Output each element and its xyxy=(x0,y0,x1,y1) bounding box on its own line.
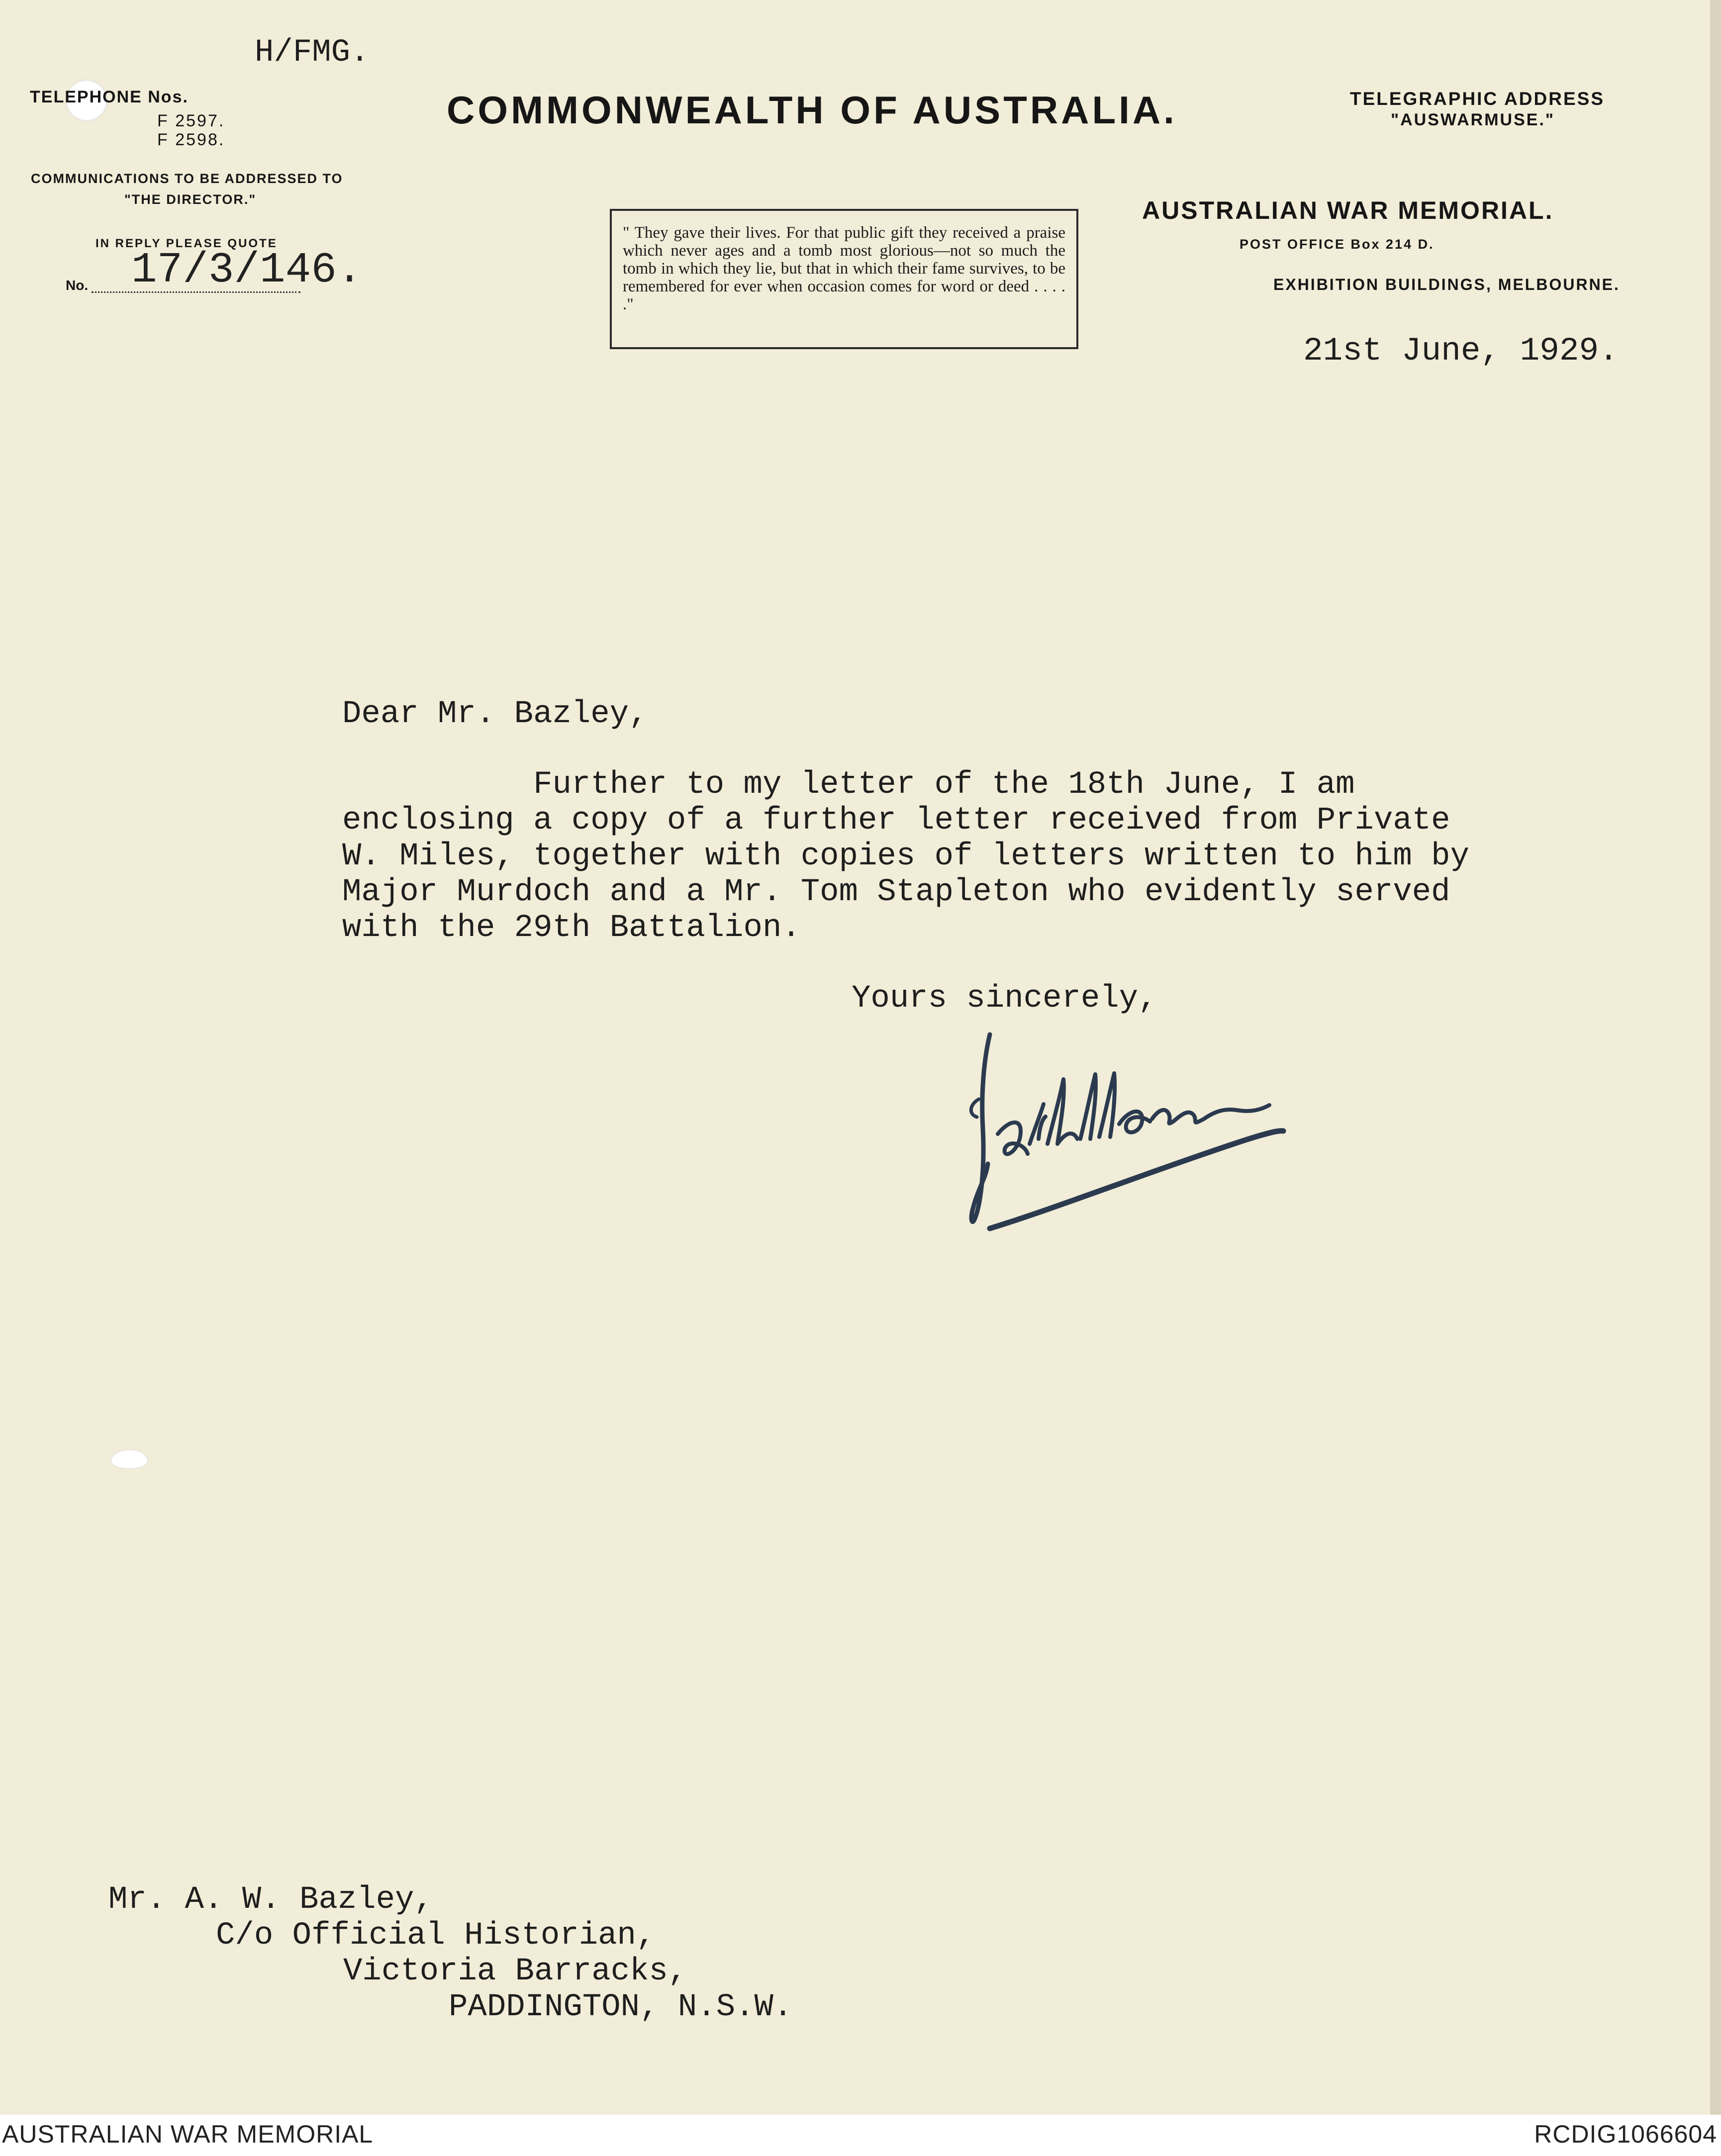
recipient-line-1: Mr. A. W. Bazley, xyxy=(108,1882,433,1918)
paper-edge-shadow xyxy=(1710,0,1721,2115)
telephone-label: TELEPHONE Nos. xyxy=(30,88,189,106)
reference-number-label: No. xyxy=(66,278,89,293)
recipient-line-4: PADDINGTON, N.S.W. xyxy=(449,1989,793,2025)
recipient-line-3: Victoria Barracks, xyxy=(343,1954,687,1989)
telegraphic-address-value: "AUSWARMUSE." xyxy=(1391,110,1555,129)
body-line-1: Further to my letter of the 18th June, I am xyxy=(342,767,1355,803)
archive-source: AUSTRALIAN WAR MEMORIAL xyxy=(2,2120,374,2148)
telephone-number-2: F 2598. xyxy=(157,130,225,149)
body-line-4: Major Murdoch and a Mr. Tom Stapleton who evidently served xyxy=(342,874,1450,910)
post-office-box: POST OFFICE Box 214 D. xyxy=(1240,237,1434,252)
reference-code: H/FMG. xyxy=(255,35,370,71)
letter-date: 21st June, 1929. xyxy=(1303,332,1619,370)
quotation-text: " They gave their lives. For that public gift they received a praise which never ages and a tomb most glorious—not so much the tomb in which they lie, but that in which their fame survives, to be remembered for ever when occasion comes for word or deed . . . . ." xyxy=(623,224,1065,313)
letterhead-title: COMMONWEALTH OF AUSTRALIA. xyxy=(447,88,1177,132)
body-line-2: enclosing a copy of a further letter received from Private xyxy=(342,803,1450,839)
organization-name: AUSTRALIAN WAR MEMORIAL. xyxy=(1142,196,1554,224)
communications-line: COMMUNICATIONS TO BE ADDRESSED TO xyxy=(31,171,343,186)
communications-director: "THE DIRECTOR." xyxy=(124,192,257,207)
salutation: Dear Mr. Bazley, xyxy=(342,696,648,732)
recipient-line-2: C/o Official Historian, xyxy=(216,1918,656,1954)
reply-quote-label: IN REPLY PLEASE QUOTE xyxy=(96,237,278,250)
telegraphic-address-label: TELEGRAPHIC ADDRESS xyxy=(1350,89,1605,109)
body-line-3: W. Miles, together with copies of letters written to him by xyxy=(342,839,1469,874)
telephone-number-1: F 2597. xyxy=(157,111,225,130)
body-line-5: with the 29th Battalion. xyxy=(342,910,801,946)
organization-address: EXHIBITION BUILDINGS, MELBOURNE. xyxy=(1273,276,1620,293)
archive-catalogue-id: RCDIG1066604 xyxy=(1534,2120,1717,2148)
punch-hole-mark xyxy=(110,1449,148,1469)
closing: Yours sincerely, xyxy=(852,981,1157,1017)
handwritten-signature xyxy=(955,1020,1393,1248)
reference-number-value: 17/3/146. xyxy=(131,246,363,294)
